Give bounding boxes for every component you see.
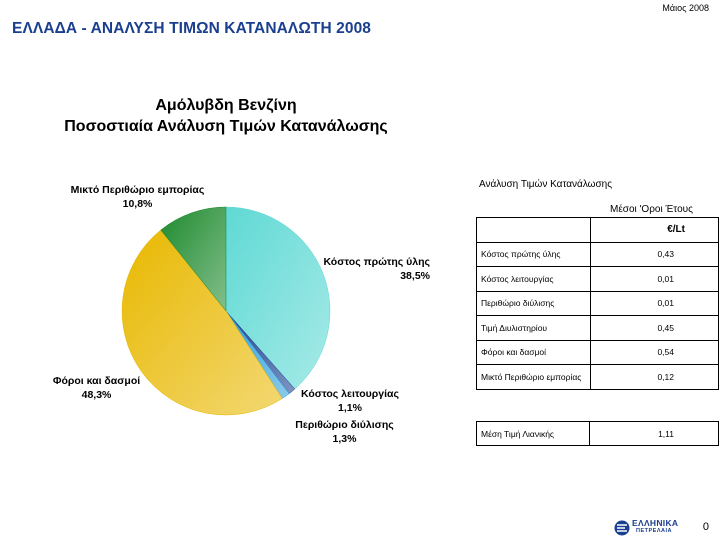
row-label: Φόροι και δασμοί [477,340,591,365]
page-number: 0 [702,521,709,533]
pie-label-retail-margin [60,183,215,211]
row-value: 0,45 [591,316,719,341]
chart-title: Αμόλυβδη Βενζίνη [155,97,297,114]
table-cell-empty [477,218,591,243]
row-value: 0,01 [591,267,719,292]
pie-label-name: Κόστος πρώτης ύλης [323,256,430,268]
table-row [477,242,719,267]
row-value: 0,12 [591,365,719,390]
table-row [477,267,719,292]
pie-label-refining-margin [292,418,397,446]
row-value: 0,01 [591,291,719,316]
row-value: 0,43 [591,242,719,267]
table-unit-cell: €/Lt [591,218,719,243]
row-label: Περιθώριο διύλισης [477,291,591,316]
page-title: ΕΛΛΑΔΑ - ΑΝΑΛΥΣΗ ΤΙΜΩΝ ΚΑΤΑΝΑΛΩΤΗ 2008 [12,20,372,37]
table-row [477,422,719,446]
price-breakdown-table [476,217,719,390]
pie-label-value: 1,1% [338,402,362,414]
table-unit-row [477,218,719,243]
pie-label-value: 38,5% [400,270,430,282]
table-row [477,291,719,316]
logo-name: ΕΛΛΗΝΙΚΑ [632,518,679,528]
table-row [477,340,719,365]
pie-label-value: 48,3% [81,389,112,401]
pie-label-name: Φόροι και δασμοί [52,375,141,387]
chart-subtitle: Ποσοστιαία Ανάλυση Τιμών Κατανάλωσης [64,118,388,135]
retail-price-table [476,421,719,446]
pie-label-raw-cost [310,255,430,283]
table-row [477,365,719,390]
table-column-header: Μέσοι 'Οροι Έτους [610,204,693,215]
report-date: Μάιος 2008 [662,3,709,13]
table-row [477,316,719,341]
pie-label-name: Περιθώριο διύλισης [295,419,394,431]
logo-subtitle: ΠΕΤΡΕΛΑΙΑ [636,528,672,534]
pie-label-taxes [44,374,149,402]
pie-label-operating-cost [300,387,400,415]
row-label: Κόστος πρώτης ύλης [477,242,591,267]
row-value: 0,54 [591,340,719,365]
row-label: Τιμή Διυλιστηρίου [477,316,591,341]
row-label: Μέση Τιμή Λιανικής [477,422,590,446]
company-logo [614,519,684,537]
pie-label-value: 1,3% [332,433,357,445]
row-label: Κόστος λειτουργίας [477,267,591,292]
table-caption: Ανάλυση Τιμών Κατανάλωσης [479,179,613,190]
pie-label-name: Μικτό Περιθώριο εμπορίας [70,184,205,196]
row-value: 1,11 [589,422,718,446]
pie-label-name: Κόστος λειτουργίας [301,388,399,400]
row-label: Μικτό Περιθώριο εμπορίας [477,365,591,390]
pie-label-value: 10,8% [122,198,153,210]
hellenic-petroleum-logo-icon [614,520,630,536]
